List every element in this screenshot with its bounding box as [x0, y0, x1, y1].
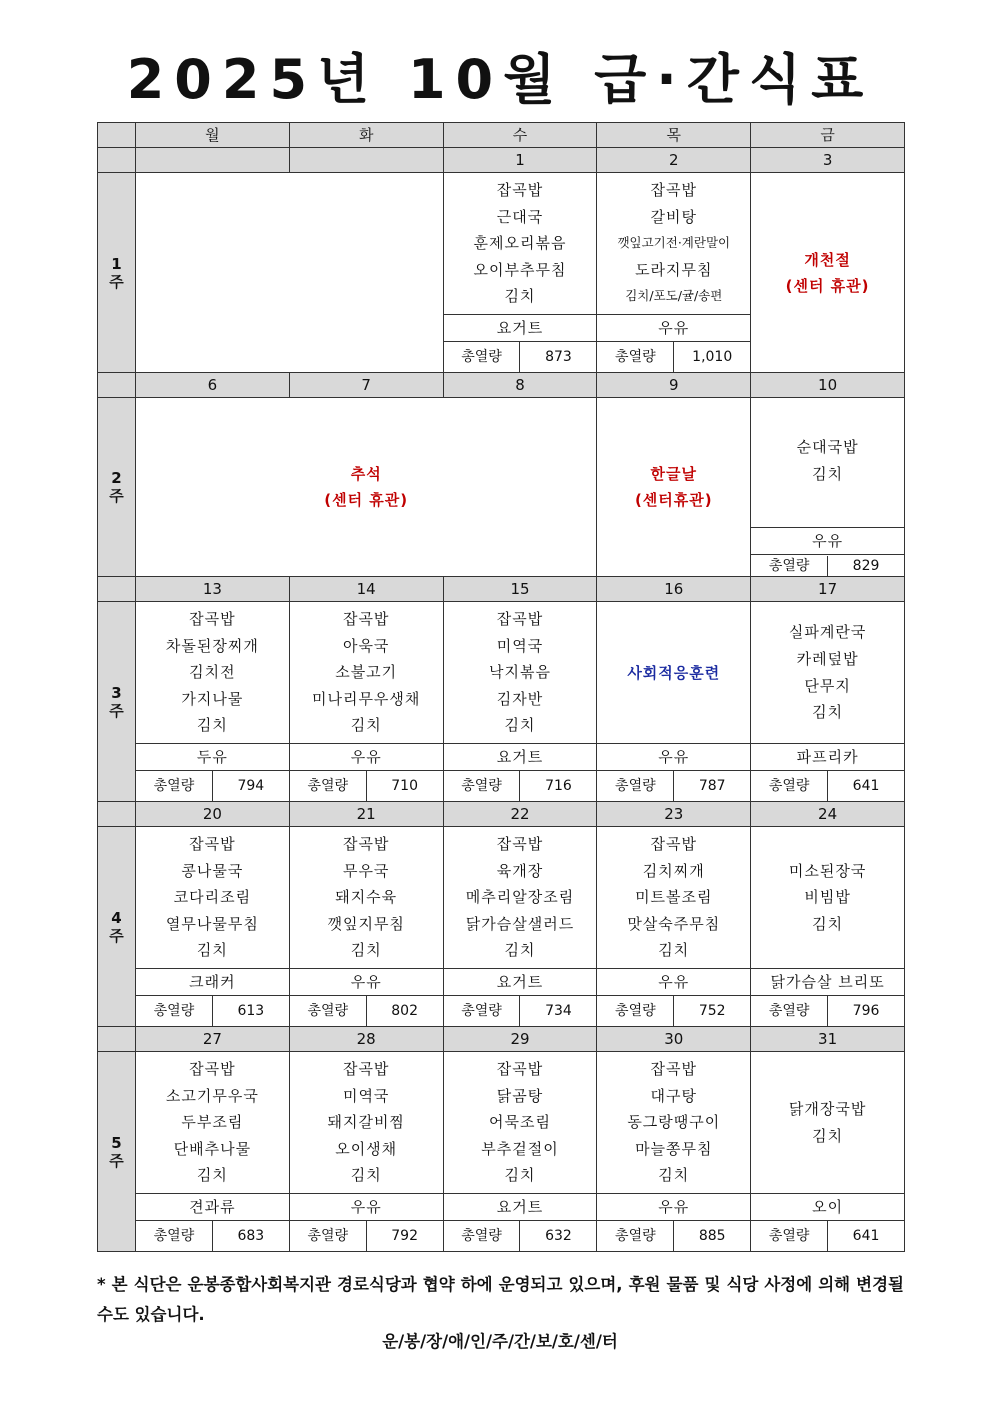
holiday-text: (센터 휴관) — [785, 276, 870, 295]
snack-cell: 우유 — [289, 744, 443, 771]
calorie-label: 총열량 — [597, 342, 674, 372]
dish-item: 훈제오리볶음 — [473, 234, 567, 253]
dish-item: 카레덮밥 — [796, 649, 859, 668]
dish-item: 잡곡밥 — [650, 181, 698, 200]
dish-item: 닭가슴살샐러드 — [465, 914, 575, 933]
dish-list — [444, 1052, 597, 1193]
dish-item: 김치 — [350, 941, 382, 960]
calorie-label: 총열량 — [751, 556, 828, 576]
calorie-box — [751, 996, 904, 1026]
dish-item: 단무지 — [804, 676, 851, 695]
calorie-box — [290, 771, 443, 801]
center-name-footer: 운/봉/장/애/인/주/간/보/호/센/터 — [382, 1332, 618, 1351]
weekday-header-row — [98, 123, 905, 148]
dish-item: 어묵조림 — [489, 1113, 551, 1132]
date-cell: 21 — [289, 802, 443, 827]
dish-list — [597, 1052, 750, 1193]
dish-item: 김치 — [504, 1166, 536, 1185]
dish-item: 미소된장국 — [788, 861, 867, 880]
dish-list — [290, 827, 443, 968]
calorie-cell — [443, 996, 597, 1027]
dish-item: 잡곡밥 — [342, 1060, 390, 1079]
dish-item: 대구탕 — [650, 1086, 698, 1105]
snack-row — [98, 969, 905, 996]
dish-list — [444, 602, 597, 743]
snack-cell: 요거트 — [443, 315, 597, 342]
calorie-value: 641 — [852, 778, 880, 794]
calorie-box — [444, 1221, 597, 1251]
calorie-cell — [289, 771, 443, 802]
date-cell: 14 — [289, 577, 443, 602]
dish-item: 열무나물무침 — [165, 914, 259, 933]
meal-cell — [289, 602, 443, 744]
dish-row — [98, 173, 905, 315]
calorie-label: 총열량 — [444, 342, 521, 372]
calorie-value: 716 — [545, 778, 572, 794]
dish-item: 가지나물 — [181, 689, 244, 708]
snack-cell: 우유 — [597, 744, 751, 771]
calorie-cell — [443, 1221, 597, 1252]
date-cell: 27 — [136, 1027, 290, 1052]
date-cell — [289, 148, 443, 173]
calorie-value: 792 — [391, 1228, 418, 1244]
meal-cell — [443, 602, 597, 744]
dish-item: 김치 — [350, 1166, 382, 1185]
calorie-label: 총열량 — [444, 1221, 521, 1251]
dish-list — [290, 602, 443, 743]
dish-item: 김치 — [658, 941, 690, 960]
calorie-label: 총열량 — [597, 771, 674, 801]
meal-cell — [751, 827, 905, 969]
dish-item: 김치찌개 — [642, 861, 705, 880]
calorie-cell — [289, 996, 443, 1027]
calorie-cell — [751, 555, 905, 577]
date-row — [98, 577, 905, 602]
calorie-label: 총열량 — [751, 771, 828, 801]
weekday-header: 월 — [136, 123, 290, 148]
snack-row — [98, 744, 905, 771]
dish-item: 김치 — [504, 287, 536, 306]
date-row-spacer — [98, 802, 136, 827]
meal-cell — [443, 173, 597, 315]
calorie-cell — [751, 1221, 905, 1252]
date-row — [98, 1027, 905, 1052]
calorie-cell — [443, 342, 597, 373]
calorie-cell — [136, 996, 290, 1027]
meal-cell — [443, 827, 597, 969]
calorie-value: 885 — [698, 1228, 726, 1244]
calorie-box — [751, 1221, 904, 1251]
calorie-cell — [751, 771, 905, 802]
dish-item: 김자반 — [496, 689, 544, 708]
weekday-header: 수 — [443, 123, 597, 148]
dish-item: 오이부추무침 — [473, 260, 567, 279]
calorie-box — [597, 1221, 750, 1251]
calorie-row — [98, 1221, 905, 1252]
snack-cell: 두유 — [136, 744, 290, 771]
calorie-value: 613 — [237, 1003, 265, 1019]
date-cell: 16 — [597, 577, 751, 602]
calorie-row — [98, 771, 905, 802]
calorie-cell — [597, 996, 751, 1027]
calorie-label: 총열량 — [597, 1221, 674, 1251]
calorie-value: 641 — [852, 1228, 880, 1244]
dish-item: 잡곡밥 — [189, 835, 236, 854]
dish-item: 잡곡밥 — [342, 610, 390, 629]
dish-item: 닭개장국밥 — [788, 1099, 867, 1118]
dish-list — [136, 827, 289, 968]
date-cell: 6 — [136, 373, 290, 398]
date-cell: 10 — [751, 373, 905, 398]
meal-cell — [443, 1052, 597, 1194]
calorie-value: 710 — [391, 778, 418, 794]
date-cell: 20 — [136, 802, 290, 827]
dish-item: 잡곡밥 — [650, 835, 698, 854]
dish-list — [444, 827, 597, 968]
dish-list — [597, 173, 750, 314]
dish-item: 잡곡밥 — [189, 1060, 236, 1079]
calorie-box — [597, 771, 750, 801]
meal-cell — [751, 602, 905, 744]
date-cell: 31 — [751, 1027, 905, 1052]
date-cell: 9 — [597, 373, 751, 398]
calorie-cell — [136, 1221, 290, 1252]
date-cell: 13 — [136, 577, 290, 602]
holiday-cell — [751, 173, 905, 373]
calorie-row — [98, 996, 905, 1027]
dish-item: 김치 — [812, 464, 844, 483]
dish-item: 잡곡밥 — [189, 610, 236, 629]
date-cell: 23 — [597, 802, 751, 827]
calorie-label: 총열량 — [290, 996, 367, 1026]
week-label: 5 주 — [98, 1052, 136, 1252]
date-cell — [136, 148, 290, 173]
dish-item: 도라지무침 — [635, 260, 713, 279]
weekday-header: 화 — [289, 123, 443, 148]
dish-item: 오이생채 — [335, 1139, 398, 1158]
calorie-box — [751, 771, 904, 801]
page-title: 2025년 10월 급·간식표 — [126, 48, 874, 111]
calorie-label: 총열량 — [751, 1221, 828, 1251]
date-row-spacer — [98, 577, 136, 602]
date-cell: 1 — [443, 148, 597, 173]
date-row-spacer — [98, 1027, 136, 1052]
dish-item: 육개장 — [496, 861, 544, 880]
dish-list — [751, 827, 904, 968]
dish-item: 부추겉절이 — [481, 1139, 559, 1158]
dish-item: 비빔밥 — [804, 888, 851, 907]
dish-item: 미나리무우생채 — [311, 689, 421, 708]
date-cell: 3 — [751, 148, 905, 173]
date-cell: 24 — [751, 802, 905, 827]
snack-cell: 오이 — [751, 1194, 905, 1221]
dish-list — [444, 173, 597, 314]
empty-cell — [136, 173, 444, 373]
snack-cell: 우유 — [751, 528, 905, 555]
dish-item: 잡곡밥 — [496, 181, 544, 200]
calorie-label: 총열량 — [751, 996, 828, 1026]
calorie-cell — [289, 1221, 443, 1252]
snack-cell: 닭가슴살 브리또 — [751, 969, 905, 996]
meal-cell — [751, 398, 905, 528]
meal-cell — [751, 1052, 905, 1194]
calorie-box — [136, 996, 289, 1026]
calorie-value: 683 — [237, 1228, 265, 1244]
calorie-value: 1,010 — [692, 349, 733, 365]
dish-list — [136, 1052, 289, 1193]
calorie-box — [597, 996, 750, 1026]
calorie-cell — [136, 771, 290, 802]
dish-item: 갈비탕 — [650, 207, 698, 226]
holiday-text: 추석 — [350, 465, 382, 483]
calorie-value: 802 — [391, 1003, 418, 1019]
meal-cell — [136, 827, 290, 969]
week-label: 3 주 — [98, 602, 136, 802]
dish-item: 미트볼조림 — [635, 888, 713, 907]
dish-item: 근대국 — [496, 207, 544, 226]
dish-list — [751, 1052, 904, 1193]
snack-cell: 우유 — [289, 1194, 443, 1221]
dish-item: 잡곡밥 — [496, 1060, 544, 1079]
week-label: 4 주 — [98, 827, 136, 1027]
calorie-value: 796 — [852, 1003, 880, 1019]
calorie-cell — [597, 771, 751, 802]
dish-item: 소고기무우국 — [165, 1086, 259, 1105]
calorie-value: 734 — [545, 1003, 572, 1019]
date-cell: 29 — [443, 1027, 597, 1052]
calorie-label: 총열량 — [597, 996, 674, 1026]
dish-item: 김치 — [812, 914, 844, 933]
corner-cell — [98, 123, 136, 148]
dish-item: 순대국밥 — [796, 438, 859, 456]
dish-item: 잡곡밥 — [650, 1060, 698, 1079]
meal-cell — [597, 1052, 751, 1194]
dish-item: 김치/포도/귤/송편 — [625, 288, 723, 304]
calorie-cell — [443, 771, 597, 802]
dish-item: 깻잎고기전·계란말이 — [617, 235, 731, 251]
date-cell: 30 — [597, 1027, 751, 1052]
dish-item: 김치 — [504, 716, 536, 735]
dish-row — [98, 827, 905, 969]
dish-item: 김치 — [350, 716, 382, 735]
calorie-cell — [597, 342, 751, 373]
meal-cell — [597, 602, 751, 744]
holiday-text: (센터 휴관) — [324, 491, 409, 509]
calorie-box — [290, 1221, 443, 1251]
date-cell: 15 — [443, 577, 597, 602]
dish-item: 낙지볶음 — [489, 663, 551, 682]
dish-item: 소불고기 — [335, 663, 398, 682]
dish-item: 잡곡밥 — [342, 835, 390, 854]
snack-cell: 우유 — [289, 969, 443, 996]
date-cell: 22 — [443, 802, 597, 827]
dish-item: 아욱국 — [342, 636, 390, 655]
dish-item: 김치전 — [189, 663, 236, 682]
dish-row — [98, 602, 905, 744]
dish-item: 김치 — [196, 716, 228, 735]
date-row — [98, 802, 905, 827]
dish-list — [597, 827, 750, 968]
date-cell: 8 — [443, 373, 597, 398]
calorie-value: 632 — [545, 1228, 572, 1244]
dish-item: 실파계란국 — [788, 623, 867, 642]
meal-cell — [136, 1052, 290, 1194]
snack-cell: 요거트 — [443, 1194, 597, 1221]
menu-table — [97, 122, 905, 1252]
week-label: 1 주 — [98, 173, 136, 373]
dish-item: 두부조림 — [181, 1113, 244, 1132]
snack-cell: 파프리카 — [751, 744, 905, 771]
calorie-value: 873 — [545, 349, 572, 365]
calorie-label: 총열량 — [444, 771, 521, 801]
calorie-box — [597, 342, 750, 372]
dish-item: 깻잎지무침 — [327, 914, 405, 933]
snack-cell: 우유 — [597, 315, 751, 342]
chuseok-holiday-cell — [136, 398, 597, 577]
weekday-header: 목 — [597, 123, 751, 148]
calorie-label: 총열량 — [290, 1221, 367, 1251]
date-row-spacer — [98, 148, 136, 173]
dish-item: 돼지갈비찜 — [327, 1113, 405, 1132]
calorie-label: 총열량 — [136, 771, 213, 801]
calorie-value: 787 — [698, 778, 726, 794]
dish-item: 김치 — [196, 1166, 228, 1185]
week-label: 2 주 — [98, 398, 136, 577]
dish-item: 맛살숙주무침 — [627, 914, 721, 933]
dish-row — [98, 398, 905, 528]
holiday-text: 한글날 — [650, 465, 698, 483]
snack-cell: 요거트 — [443, 744, 597, 771]
dish-item: 잡곡밥 — [496, 835, 544, 854]
meal-cell — [289, 827, 443, 969]
dish-item: 마늘쫑무침 — [635, 1139, 713, 1158]
notice-text: * 본 식단은 운봉종합사회복지관 경로식당과 협약 하에 운영되고 있으며, 후원 물품 및 식당 사정에 의해 변경될 수도 있습니다. — [97, 1275, 904, 1324]
snack-cell: 우유 — [597, 969, 751, 996]
meal-cell — [289, 1052, 443, 1194]
date-row — [98, 148, 905, 173]
dish-item: 돼지수육 — [335, 888, 398, 907]
calorie-label: 총열량 — [136, 1221, 213, 1251]
event-text: 사회적응훈련 — [627, 663, 721, 682]
meal-cell — [136, 602, 290, 744]
date-cell: 17 — [751, 577, 905, 602]
calorie-cell — [751, 996, 905, 1027]
dish-list — [136, 602, 289, 743]
calorie-value: 829 — [852, 557, 880, 574]
snack-row — [98, 1194, 905, 1221]
dish-list — [751, 602, 904, 743]
date-row-spacer — [98, 373, 136, 398]
snack-cell: 우유 — [597, 1194, 751, 1221]
holiday-text: 개천절 — [804, 250, 851, 269]
calorie-label: 총열량 — [444, 996, 521, 1026]
dish-item: 닭곰탕 — [496, 1086, 544, 1105]
dish-item: 무우국 — [342, 861, 390, 880]
dish-item: 잡곡밥 — [496, 610, 544, 629]
dish-item: 코다리조림 — [173, 888, 252, 907]
snack-cell: 요거트 — [443, 969, 597, 996]
dish-item: 김치 — [812, 703, 844, 722]
dish-item: 동그랑땡구이 — [627, 1113, 721, 1132]
meal-cell — [597, 173, 751, 315]
calorie-label: 총열량 — [136, 996, 213, 1026]
holiday-text: (센터휴관) — [634, 491, 713, 509]
dish-item: 김치 — [504, 941, 536, 960]
dish-item: 미역국 — [496, 636, 544, 655]
calorie-value: 752 — [698, 1003, 726, 1019]
calorie-box — [444, 996, 597, 1026]
calorie-cell — [597, 1221, 751, 1252]
date-row — [98, 373, 905, 398]
date-cell: 28 — [289, 1027, 443, 1052]
hangul-day-holiday-cell — [597, 398, 751, 577]
dish-item: 콩나물국 — [181, 861, 244, 880]
calorie-box — [136, 771, 289, 801]
calorie-box — [444, 771, 597, 801]
date-cell: 7 — [289, 373, 443, 398]
calorie-box — [444, 342, 597, 372]
calorie-label: 총열량 — [290, 771, 367, 801]
dish-item: 차돌된장찌개 — [165, 636, 259, 655]
dish-item: 미역국 — [342, 1086, 390, 1105]
dish-item: 메추리알장조림 — [465, 888, 575, 907]
dish-item: 김치 — [196, 941, 228, 960]
dish-item: 김치 — [812, 1126, 844, 1145]
snack-cell: 견과류 — [136, 1194, 290, 1221]
weekday-header: 금 — [751, 123, 905, 148]
calorie-value: 794 — [237, 778, 265, 794]
meal-cell — [597, 827, 751, 969]
calorie-box — [136, 1221, 289, 1251]
dish-list — [290, 1052, 443, 1193]
dish-item: 단배추나물 — [173, 1139, 252, 1158]
date-cell: 2 — [597, 148, 751, 173]
dish-row — [98, 1052, 905, 1194]
dish-item: 김치 — [658, 1166, 690, 1185]
calorie-box — [290, 996, 443, 1026]
snack-cell: 크래커 — [136, 969, 290, 996]
